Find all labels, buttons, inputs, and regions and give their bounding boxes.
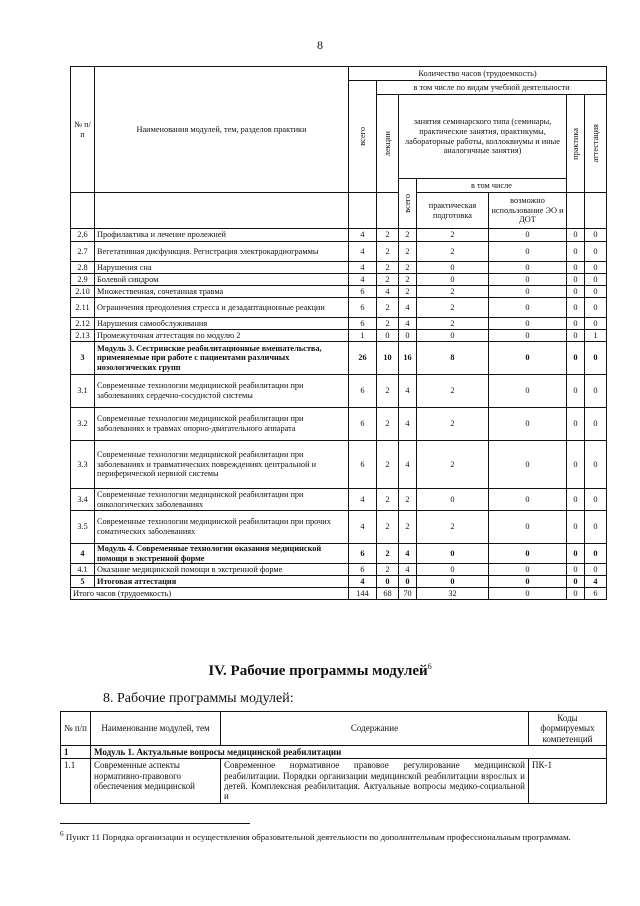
row-name: Промежуточная аттестация по модулю 2 <box>95 330 349 342</box>
row-value: 0 <box>417 564 489 576</box>
row-value: 0 <box>567 229 585 242</box>
row-num: 3.3 <box>71 441 95 489</box>
row-value: 2 <box>417 286 489 298</box>
row-num: 2.13 <box>71 330 95 342</box>
row-1-1-num: 1.1 <box>61 759 91 803</box>
row-1-1-content: Современное нормативное правовое регулирование медицинской реабилитации. Порядки организации медицинской реабилитации взрослых и детей. Комплексная реабилитация. Актуальные вопросы медико-социальной и <box>221 759 529 803</box>
row-name: Множественная, сочетанная травма <box>95 286 349 298</box>
row-value: 0 <box>585 489 607 511</box>
row-name: Модуль 4. Современные технологии оказания медицинской помощи в экстренной форме <box>95 544 349 564</box>
footnote-divider <box>60 823 250 824</box>
row-value: 0 <box>489 286 567 298</box>
footnote-text: Пункт 11 Порядка организации и осуществления образовательной деятельности по дополнительным профессиональным программам. <box>65 831 571 842</box>
row-value: 0 <box>567 242 585 262</box>
row-value: 2 <box>399 511 417 544</box>
row-value: 0 <box>417 274 489 286</box>
row-value: 6 <box>349 544 377 564</box>
row-value: 0 <box>489 441 567 489</box>
row-value: 0 <box>585 262 607 274</box>
module-1-num: 1 <box>61 746 91 759</box>
row-value: 2 <box>399 286 417 298</box>
row-num: 2.8 <box>71 262 95 274</box>
row-value: 10 <box>377 342 399 375</box>
row-value: 6 <box>349 408 377 441</box>
table-row <box>71 489 607 511</box>
row-num: 3.1 <box>71 375 95 408</box>
row-value: 0 <box>585 544 607 564</box>
header-spacer-name <box>95 193 349 229</box>
row-value: 1 <box>585 330 607 342</box>
row-value: 0 <box>489 229 567 242</box>
row-value: 0 <box>567 318 585 330</box>
header-lektsii-cell <box>377 95 399 193</box>
row-value: 4 <box>399 298 417 318</box>
row-value: 2 <box>417 242 489 262</box>
table-row <box>71 298 607 318</box>
row-num: 2.9 <box>71 274 95 286</box>
header-prakt-podg: практическая подготовка <box>417 193 489 229</box>
row-value: 6 <box>349 564 377 576</box>
total-value: 70 <box>399 588 417 600</box>
table-row <box>71 544 607 564</box>
row-value: 0 <box>567 298 585 318</box>
page-number: 8 <box>317 38 323 52</box>
table-row <box>71 441 607 489</box>
header-vsego-cell <box>349 81 377 193</box>
row-value: 0 <box>567 441 585 489</box>
total-row <box>71 588 607 600</box>
table-row <box>71 274 607 286</box>
header-spacer-praktika <box>567 193 585 229</box>
row-value: 4 <box>399 318 417 330</box>
header-eo-dot: возможно использование ЭО и ДОТ <box>489 193 567 229</box>
row-num: 2.11 <box>71 298 95 318</box>
row-value: 2 <box>417 511 489 544</box>
row-value: 0 <box>585 229 607 242</box>
row-value: 6 <box>349 441 377 489</box>
row-value: 2 <box>399 242 417 262</box>
table-row <box>71 286 607 298</box>
footnote <box>60 829 606 843</box>
row-value: 2 <box>417 408 489 441</box>
row-value: 2 <box>377 408 399 441</box>
row-value: 4 <box>399 441 417 489</box>
row-value: 0 <box>585 242 607 262</box>
subsection-title: 8. Рабочие программы модулей: <box>103 691 294 706</box>
header-spacer-num <box>71 193 95 229</box>
row-value: 0 <box>585 511 607 544</box>
row-value: 6 <box>349 375 377 408</box>
row-value: 0 <box>567 274 585 286</box>
row-value: 0 <box>585 318 607 330</box>
header-spacer-vsego <box>349 193 377 229</box>
row-value: 4 <box>585 576 607 588</box>
row-value: 0 <box>567 286 585 298</box>
row-value: 2 <box>377 564 399 576</box>
row-value: 2 <box>399 229 417 242</box>
row-value: 4 <box>399 375 417 408</box>
row-value: 2 <box>377 375 399 408</box>
row-value: 16 <box>399 342 417 375</box>
row-value: 2 <box>399 262 417 274</box>
header-by-activity: в том числе по видам учебной деятельности <box>377 81 607 95</box>
row-name: Нарушения сна <box>95 262 349 274</box>
row-value: 0 <box>567 511 585 544</box>
row-value: 4 <box>349 489 377 511</box>
row-num: 2.7 <box>71 242 95 262</box>
row-1-1-name: Современные аспекты нормативно-правового обеспечения медицинской <box>91 759 221 803</box>
row-value: 0 <box>489 576 567 588</box>
row-value: 0 <box>489 511 567 544</box>
row-value: 2 <box>417 375 489 408</box>
row-value: 2 <box>377 274 399 286</box>
footnote-mark: 6 <box>60 829 64 838</box>
row-value: 0 <box>489 318 567 330</box>
header-sem-vsego: всего <box>402 194 412 213</box>
modules-header-num: № п/п <box>61 712 91 746</box>
row-value: 4 <box>399 564 417 576</box>
row-value: 0 <box>585 286 607 298</box>
row-value: 2 <box>377 229 399 242</box>
row-num: 3.4 <box>71 489 95 511</box>
row-value: 0 <box>489 544 567 564</box>
row-value: 0 <box>377 330 399 342</box>
row-value: 0 <box>417 576 489 588</box>
table-row <box>71 408 607 441</box>
table-row <box>71 342 607 375</box>
row-value: 0 <box>585 342 607 375</box>
row-num: 2.6 <box>71 229 95 242</box>
row-value: 0 <box>489 489 567 511</box>
table-row <box>71 262 607 274</box>
row-value: 0 <box>417 262 489 274</box>
row-value: 2 <box>377 511 399 544</box>
row-name: Современные технологии медицинской реабилитации при заболеваниях и травмах опорно-двигательного аппарата <box>95 408 349 441</box>
row-value: 4 <box>349 242 377 262</box>
row-value: 2 <box>417 318 489 330</box>
row-name: Нарушения самообслуживания <box>95 318 349 330</box>
row-num: 4 <box>71 544 95 564</box>
header-vsego: всего <box>357 127 367 146</box>
modules-header-content: Содержание <box>221 712 529 746</box>
row-value: 26 <box>349 342 377 375</box>
row-value: 0 <box>399 576 417 588</box>
row-value: 0 <box>489 408 567 441</box>
row-value: 6 <box>349 318 377 330</box>
header-sem-vsego-cell <box>399 179 417 229</box>
total-label: Итого часов (трудоемкость) <box>71 588 349 600</box>
row-value: 6 <box>349 286 377 298</box>
hours-table <box>70 66 607 600</box>
section-footnote-ref: 6 <box>427 662 432 671</box>
row-value: 0 <box>417 489 489 511</box>
row-name: Оказание медицинской помощи в экстренной форме <box>95 564 349 576</box>
row-value: 4 <box>349 576 377 588</box>
row-value: 0 <box>489 330 567 342</box>
total-value: 68 <box>377 588 399 600</box>
header-spacer-attestatsiya <box>585 193 607 229</box>
header-hours-total: Количество часов (трудоемкость) <box>349 67 607 81</box>
row-num: 2.10 <box>71 286 95 298</box>
header-lektsii: лекции <box>382 130 392 157</box>
row-value: 0 <box>567 576 585 588</box>
row-value: 0 <box>377 576 399 588</box>
row-value: 2 <box>377 544 399 564</box>
row-value: 2 <box>417 229 489 242</box>
modules-header-name: Наименование модулей, тем <box>91 712 221 746</box>
table-row <box>71 229 607 242</box>
section-title-text: IV. Рабочие программы модулей <box>208 663 428 679</box>
row-name: Современные технологии медицинской реабилитации при онкологических заболеваниях <box>95 489 349 511</box>
row-value: 0 <box>567 544 585 564</box>
row-value: 4 <box>349 274 377 286</box>
row-value: 2 <box>417 441 489 489</box>
total-value: 32 <box>417 588 489 600</box>
table-row <box>71 511 607 544</box>
row-value: 0 <box>489 262 567 274</box>
row-value: 2 <box>399 274 417 286</box>
total-value: 0 <box>567 588 585 600</box>
row-value: 0 <box>489 375 567 408</box>
row-num: 3.5 <box>71 511 95 544</box>
header-spacer-lektsii <box>377 193 399 229</box>
row-value: 8 <box>417 342 489 375</box>
row-name: Модуль 3. Сестринские реабилитационные вмешательства, применяемые при работе с пациентами различных нозологических групп <box>95 342 349 375</box>
header-v-tom-chisle: в том числе <box>417 179 567 193</box>
row-value: 2 <box>377 318 399 330</box>
header-name: Наименования модулей, тем, разделов практики <box>95 67 349 193</box>
row-name: Современные технологии медицинской реабилитации при заболеваниях сердечно-сосудистой системы <box>95 375 349 408</box>
section-title <box>0 662 640 680</box>
row-name: Вегетативная дисфункция. Регистрация электрокардиограммы <box>95 242 349 262</box>
row-name: Современные технологии медицинской реабилитации при заболеваниях и травматических повреждениях центральной и периферической нервной системы <box>95 441 349 489</box>
row-value: 0 <box>489 242 567 262</box>
header-num: № п/п <box>71 67 95 193</box>
row-num: 3 <box>71 342 95 375</box>
header-seminar: занятия семинарского типа (семинары, практические занятия, практикумы, лабораторные работы, коллоквиумы и иные аналогичные занятия) <box>399 95 567 179</box>
row-value: 2 <box>377 298 399 318</box>
row-value: 4 <box>399 408 417 441</box>
row-value: 0 <box>585 298 607 318</box>
row-value: 0 <box>567 408 585 441</box>
row-num: 4.1 <box>71 564 95 576</box>
row-name: Современные технологии медицинской реабилитации при прочих соматических заболеваниях <box>95 511 349 544</box>
row-value: 0 <box>567 262 585 274</box>
row-value: 0 <box>567 564 585 576</box>
row-value: 0 <box>399 330 417 342</box>
row-value: 4 <box>399 544 417 564</box>
header-praktika: практика <box>570 127 580 160</box>
total-value: 6 <box>585 588 607 600</box>
module-1-title: Модуль 1. Актуальные вопросы медицинской реабилитации <box>91 746 607 759</box>
row-value: 0 <box>567 489 585 511</box>
table-row <box>71 576 607 588</box>
row-value: 2 <box>417 298 489 318</box>
row-value: 2 <box>399 489 417 511</box>
row-value: 0 <box>489 564 567 576</box>
row-value: 4 <box>377 286 399 298</box>
row-value: 2 <box>377 441 399 489</box>
row-value: 0 <box>567 330 585 342</box>
row-value: 0 <box>585 274 607 286</box>
row-value: 0 <box>417 330 489 342</box>
row-value: 2 <box>377 262 399 274</box>
row-value: 1 <box>349 330 377 342</box>
row-value: 0 <box>585 408 607 441</box>
modules-header-codes: Коды формируемых компетенций <box>529 712 607 746</box>
row-num: 5 <box>71 576 95 588</box>
row-value: 4 <box>349 511 377 544</box>
row-value: 4 <box>349 262 377 274</box>
modules-table <box>60 711 607 804</box>
row-value: 0 <box>489 298 567 318</box>
row-num: 3.2 <box>71 408 95 441</box>
row-value: 0 <box>585 564 607 576</box>
row-1-1-code: ПК-1 <box>529 759 607 803</box>
row-num: 2.12 <box>71 318 95 330</box>
table-row <box>71 330 607 342</box>
row-value: 2 <box>377 242 399 262</box>
row-name: Болевой синдром <box>95 274 349 286</box>
row-value: 0 <box>489 274 567 286</box>
row-name: Профилактика и лечение пролежней <box>95 229 349 242</box>
header-attestatsiya: аттестация <box>590 124 600 163</box>
row-value: 0 <box>585 375 607 408</box>
row-value: 2 <box>377 489 399 511</box>
row-value: 0 <box>585 441 607 489</box>
total-value: 144 <box>349 588 377 600</box>
header-praktika-cell <box>567 95 585 193</box>
row-value: 6 <box>349 298 377 318</box>
table-row <box>71 564 607 576</box>
row-value: 0 <box>489 342 567 375</box>
total-value: 0 <box>489 588 567 600</box>
row-name: Ограничения преодоления стресса и дезадаптационные реакции <box>95 298 349 318</box>
table-row <box>71 375 607 408</box>
row-value: 0 <box>417 544 489 564</box>
row-value: 4 <box>349 229 377 242</box>
row-value: 0 <box>567 375 585 408</box>
table-row <box>71 242 607 262</box>
table-row <box>71 318 607 330</box>
row-name: Итоговая аттестация <box>95 576 349 588</box>
row-value: 0 <box>567 342 585 375</box>
header-attestatsiya-cell <box>585 95 607 193</box>
